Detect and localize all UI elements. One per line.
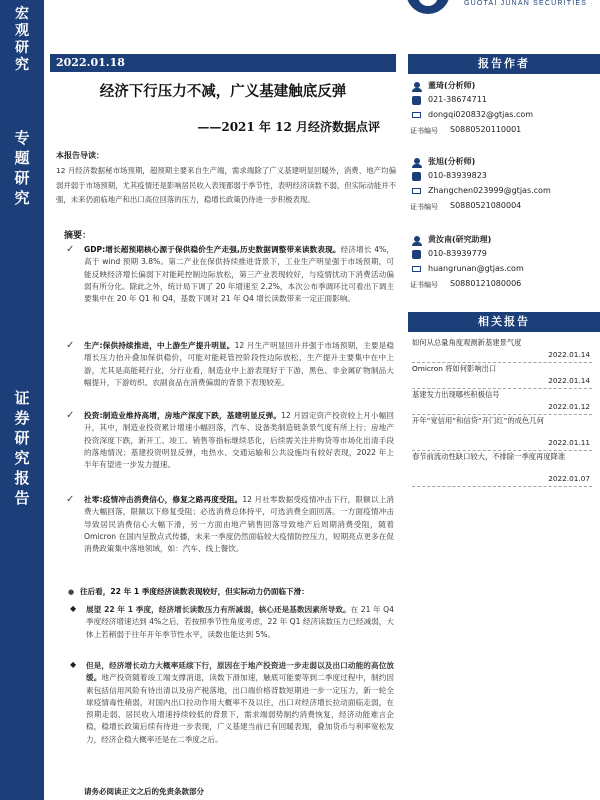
author-name: 董琦(分析师)	[428, 81, 476, 90]
paragraph-head: 生产:保供持续推进，中上游生产提升明显。	[84, 341, 235, 350]
mail-icon	[412, 112, 421, 118]
paragraph-retail	[84, 494, 394, 555]
paragraph-production	[84, 340, 394, 389]
sidebar-label-macro: 宏 观 研 究	[15, 6, 29, 73]
divider	[412, 362, 592, 363]
cert-label: 证书编号	[410, 203, 438, 211]
bullet-check-icon: ✓	[66, 494, 75, 505]
paragraph-body: 12 月固定资产投资较上月小幅回升，其中，制造业投资累计增速小幅回落，汽车、设备类制造链条景气度有所上行；房地产投资深度下跌，新开工、竣工、销售等指标继续恶化，后续需关注并购贷等市场化出清手段的落地情况；基建投资明显反弹，电热水、交通运输和公共设施均有较好表现，2022 年上半年有望进一步发力提速。	[84, 411, 394, 470]
paragraph-head: 社零:疫情冲击消费信心，修复之路再度受阻。	[84, 495, 243, 504]
disclaimer-footer: 请务必阅读正文之后的免责条款部分	[84, 787, 204, 796]
author-email[interactable]: dongqi020832@gtjas.com	[428, 110, 534, 119]
sidebar-label-topic: 专 题 研 究	[14, 129, 30, 207]
phone-icon	[412, 96, 421, 105]
author-phone: 010-83939779	[428, 249, 487, 258]
abstract-label: 摘要：	[64, 231, 92, 241]
bullet-diamond-icon: ◆	[70, 604, 77, 613]
author-cert: S0880121080006	[450, 279, 522, 288]
logo-mark-icon	[406, 0, 450, 14]
page-subtitle: ——2021 年 12 月经济数据点评	[197, 120, 380, 134]
author-email[interactable]: Zhangchen023999@gtjas.com	[428, 186, 551, 195]
divider	[412, 486, 592, 487]
paragraph-head: 往后看，22 年 1 季度经济读数表现较好，但实际动力仍面临下滑：	[80, 587, 309, 596]
left-sidebar	[0, 0, 44, 800]
bullet-check-icon: ✓	[66, 244, 75, 255]
paragraph-body: 12 月生产明显回升并强于市场预期，主要是稳增长压力抬升叠加保供稳价，可能对能耗管控阶段性边际放松，生产提升主要集中在中上游，尤其是高能耗行业，分行业看，制造业中上游表现好于下游，黑色、非金属矿物制品大幅提升，下游纺织、农副食品在消费偏弱的背景下表现较差。	[84, 341, 394, 387]
author-cert: S0880520110001	[450, 125, 522, 134]
person-icon	[412, 236, 422, 244]
author-card	[408, 234, 600, 298]
related-report-date: 2022.01.07	[548, 474, 590, 483]
divider	[412, 388, 592, 389]
cert-label: 证书编号	[410, 127, 438, 135]
related-report-date: 2022.01.14	[548, 350, 590, 359]
author-card	[408, 80, 600, 144]
bullet-check-icon: ✓	[66, 340, 75, 351]
paragraph-head: GDP:增长超预期核心源于保供稳价生产走强,历史数据调整带来读数表现。	[84, 245, 341, 254]
paragraph-investment	[84, 410, 394, 471]
bullet-diamond-icon: ◆	[70, 660, 77, 669]
subpoint-outlook-1	[86, 604, 394, 641]
authors-header: 报告作者	[408, 54, 600, 74]
paragraph-head: 投资:制造业维持高增，房地产深度下跌，基建明显反弹。	[84, 411, 282, 420]
related-report-date: 2022.01.12	[548, 402, 590, 411]
person-icon	[412, 82, 422, 90]
related-header: 相关报告	[408, 312, 600, 332]
sidebar-label-report: 证 券 研 究 报 告	[14, 389, 30, 507]
related-report-title[interactable]: 春节前流动性缺口较大，不排除一季度再度降准	[412, 452, 566, 461]
author-phone: 021-38674711	[428, 95, 487, 104]
paragraph-outlook	[80, 586, 390, 598]
related-report-date: 2022.01.14	[548, 376, 590, 385]
subpoint-head: 展望 22 年 1 季度，经济增长读数压力有所减弱，核心还是基数因素所导致。	[86, 605, 351, 614]
subpoint-body: 在 21 年 Q4 季度经济增速达到 4%之后，若按照季节性角度考虑，22 年 Q1 经济读数压力已经减弱，大体上若稍弱于往年开年季节性水平，读数也能达到 5%。	[86, 605, 394, 639]
author-cert: S0880521080004	[450, 201, 522, 210]
author-name: 张旭(分析师)	[428, 157, 476, 166]
person-icon	[412, 158, 422, 166]
subpoint-outlook-2	[86, 660, 394, 746]
author-name: 黄汝南(研究助理)	[428, 235, 492, 244]
author-email[interactable]: huangrunan@gtjas.com	[428, 264, 524, 273]
logo-text: GUOTAI JUNAN SECURITIES	[464, 0, 588, 7]
paragraph-body: 经济增长 4%，高于 wind 预期 3.8%。第二产业在保供持续推进背景下，工业生产明显强于市场预期，可能反映经济增长偏弱下对能耗控制边际放松，第三产业表现较好，与疫情扰动下消费活动偏弱有所分化。除此之外，统计局下调了 20 年增速至 2.2%，本次公布季调环比可看出下调主要集中在 20 年 Q1 和 Q4，基数下调对 21 年 Q4 增长读数带来一定正面影响。	[84, 245, 394, 304]
company-logo	[400, 0, 600, 22]
guide-label: 本报告导读：	[56, 151, 104, 160]
cert-label: 证书编号	[410, 281, 438, 289]
related-report-date: 2022.01.11	[548, 438, 590, 447]
related-report-title[interactable]: Omicron 将如何影响出口	[412, 364, 497, 373]
report-date: 2022.01.18	[50, 54, 396, 72]
phone-icon	[412, 250, 421, 259]
related-report-title[interactable]: 开年“宽信用”和信贷“开门红”的成色几何	[412, 416, 544, 425]
subpoint-body: 地产投资随着竣工端支撑消退，读数下滑加速，触底可能要等到二季度过程中，制约因素包括信用风险有待出清以及房产税落地，出口端价格背数短期进一步一定压力，新一轮全球疫情毒性稍弱，对国内出口拉动作用大概率不及以往，出口对经济增长拉动面临走弱，在预期走弱、居民收入增速持续较低的背景下，需求端弱势制约消费恢复，经济动能难言企稳，稳增长政策后续有待进一步表现，广义基建当前已有回暖表现，叠加货币与利率宽松发力，经济企稳大概率还是在二季度之后。	[86, 673, 394, 744]
subpoint-head: 但是，经济增长动力大概率延续下行，原因在于地产投资进一步走弱以及出口动能的高位放缓。	[86, 661, 394, 683]
mail-icon	[412, 266, 421, 272]
bullet-check-icon: ✓	[66, 410, 75, 421]
divider	[412, 414, 592, 415]
phone-icon	[412, 172, 421, 181]
divider	[412, 450, 592, 451]
related-report-title[interactable]: 如何从总量角度观测新基建景气度	[412, 338, 522, 347]
bullet-dot-icon: ●	[68, 588, 75, 596]
paragraph-body: 12 月社零数据受疫情冲击下行，限额以上消费大幅回落，限额以下修复受阻；必选消费总体持平，可选消费全面回落。一方面疫情冲击导致居民消费信心大幅下滑，另一方面由地产销售回落导致地产后周期消费受阻，随着 Omicron 在国内呈散点式传播，未来一季度仍然面临较大疫情防控压力，短期亮点更多在促消费政策集中落地领域，如：汽车、线上餐饮。	[84, 495, 394, 554]
related-report-title[interactable]: 基建发力出现哪些积极信号	[412, 390, 500, 399]
mail-icon	[412, 188, 421, 194]
guide-text: 12 月经济数据秘市场预期，超预期主要来自生产端，需求端除了广义基建明显回暖外，消费、地产均偏弱并弱于市场预期，尤其疫情还是影响居民收入表现都弱于季节性，表明经济读数不弱，但实际动能并不强，未来仍面临地产和出口高位回落的压力，稳增长政策仍待进一步积极表现。	[56, 166, 396, 204]
author-card	[408, 156, 600, 220]
author-phone: 010-83939823	[428, 171, 487, 180]
page-title: 经济下行压力不减，广义基建触底反弹	[99, 83, 347, 100]
